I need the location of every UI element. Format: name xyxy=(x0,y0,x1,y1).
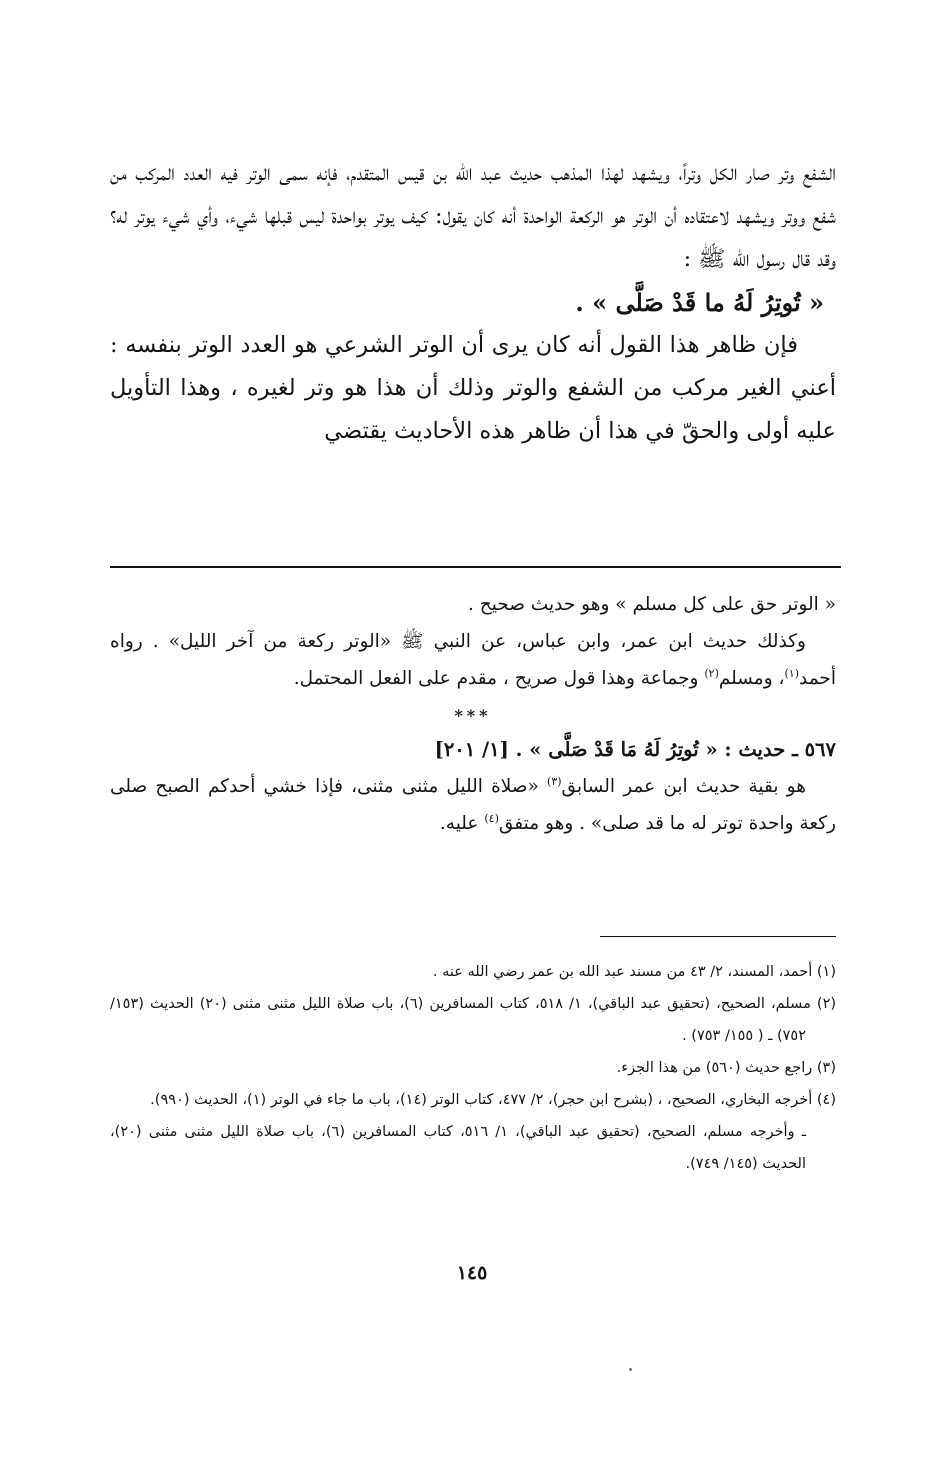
commentary xyxy=(110,586,836,842)
footnote-ref-4[interactable]: (٤) xyxy=(484,811,499,825)
main-text xyxy=(110,152,836,453)
footnote-2: (٢) مسلم، الصحيح، (تحقيق عبد الباقي)، ١/ ٥١٨، كتاب المسافرين (٦)، باب صلاة الليل مثنى مثنى (٢٠) الحديث (١٥٣/ ٧٥٢) ـ ( ١٥٥/ ٧٥٣) . xyxy=(110,996,837,1044)
main-divider xyxy=(110,566,841,568)
commentary-text: هو بقية حديث ابن عمر السابق xyxy=(561,776,806,797)
main-paragraph-1: الشفع وتر صار الكل وتراً، ويشهد لهذا المذهب حديث عبد الله بن قيس المتقدم، فإنه سمى الوتر فيه العدد المركب من شفع ووتر ويشهد لاعتقاده أن الوتر هو الركعة الواحدة أنه كان يقول: كيف يوتر بواحدة ليس قبلها شيء، وأي شيء يوتر له؟ وقد قال رسول الله ﷺ : xyxy=(110,160,836,272)
commentary-text: وجماعة وهذا قول صريح ، مقدم على الفعل المحتمل. xyxy=(293,668,705,689)
footnote-ref-2[interactable]: (٢) xyxy=(704,666,719,680)
main-paragraph-2: فإن ظاهر هذا القول أنه كان يرى أن الوتر الشرعي هو العدد الوتر بنفسه : أعني الغير مركب من الشفع والوتر وذلك أن هذا هو وتر لغيره ، وهذا التأويل عليه أولى والحقّ في هذا أن ظاهر هذه الأحاديث يقتضي xyxy=(110,332,836,444)
commentary-paragraph-a xyxy=(110,623,836,697)
footnote-4-continued: ـ وأخرجه مسلم، الصحيح، (تحقيق عبد الباقي)، ١/ ٥١٦، كتاب المسافرين (٦)، باب صلاة الليل مثنى مثنى (٢٠)، الحديث (١٤٥/ ٧٤٩). xyxy=(110,1124,807,1172)
commentary-text: ، ومسلم xyxy=(718,668,785,689)
footnote-1: (١) أحمد، المسند، ٢/ ٤٣ من مسند عبد الله بن عمر رضي الله عنه . xyxy=(432,964,836,980)
footnote-4: (٤) أخرجه البخاري، الصحيح، ، (بشرح ابن حجر)، ٢/ ٤٧٧، كتاب الوتر (١٤)، باب ما جاء في الوتر (١)، الحديث (٩٩٠). xyxy=(150,1092,836,1108)
footnotes xyxy=(110,956,836,1180)
scan-speck xyxy=(629,1368,632,1371)
footnote-ref-1[interactable]: (١) xyxy=(784,666,800,680)
commentary-text: وكذلك حديث ابن عمر، وابن عباس، عن النبي ﷺ «الوتر ركعة من آخر الليل» . رواه أحمد xyxy=(110,631,836,689)
section-separator: *** xyxy=(454,706,492,725)
commentary-text: عليه. xyxy=(439,813,485,834)
commentary-paragraph-b xyxy=(110,768,836,842)
footnote-ref-3[interactable]: (٣) xyxy=(547,774,562,788)
page-number: ١٤٥ xyxy=(456,1262,488,1284)
footnote-3: (٣) راجع حديث (٥٦٠) من هذا الجزء. xyxy=(616,1060,836,1076)
footnote-divider xyxy=(600,936,836,937)
commentary-text: «صلاة الليل مثنى مثنى، فإذا خشي أحدكم الصبح صلى ركعة واحدة توتر له ما قد صلى» . وهو متفق xyxy=(110,776,836,834)
hadith-heading: ٥٦٧ ـ حديث : « تُوتِرُ لَهُ مَا قَدْ صَلَّى » . [١/ ٢٠١] xyxy=(434,738,836,761)
commentary-line-1: « الوتر حق على كل مسلم » وهو حديث صحيح . xyxy=(467,594,836,615)
hadith-quote: « تُوتِرُ لَهُ ما قَدْ صَلَّى » . xyxy=(575,288,824,317)
